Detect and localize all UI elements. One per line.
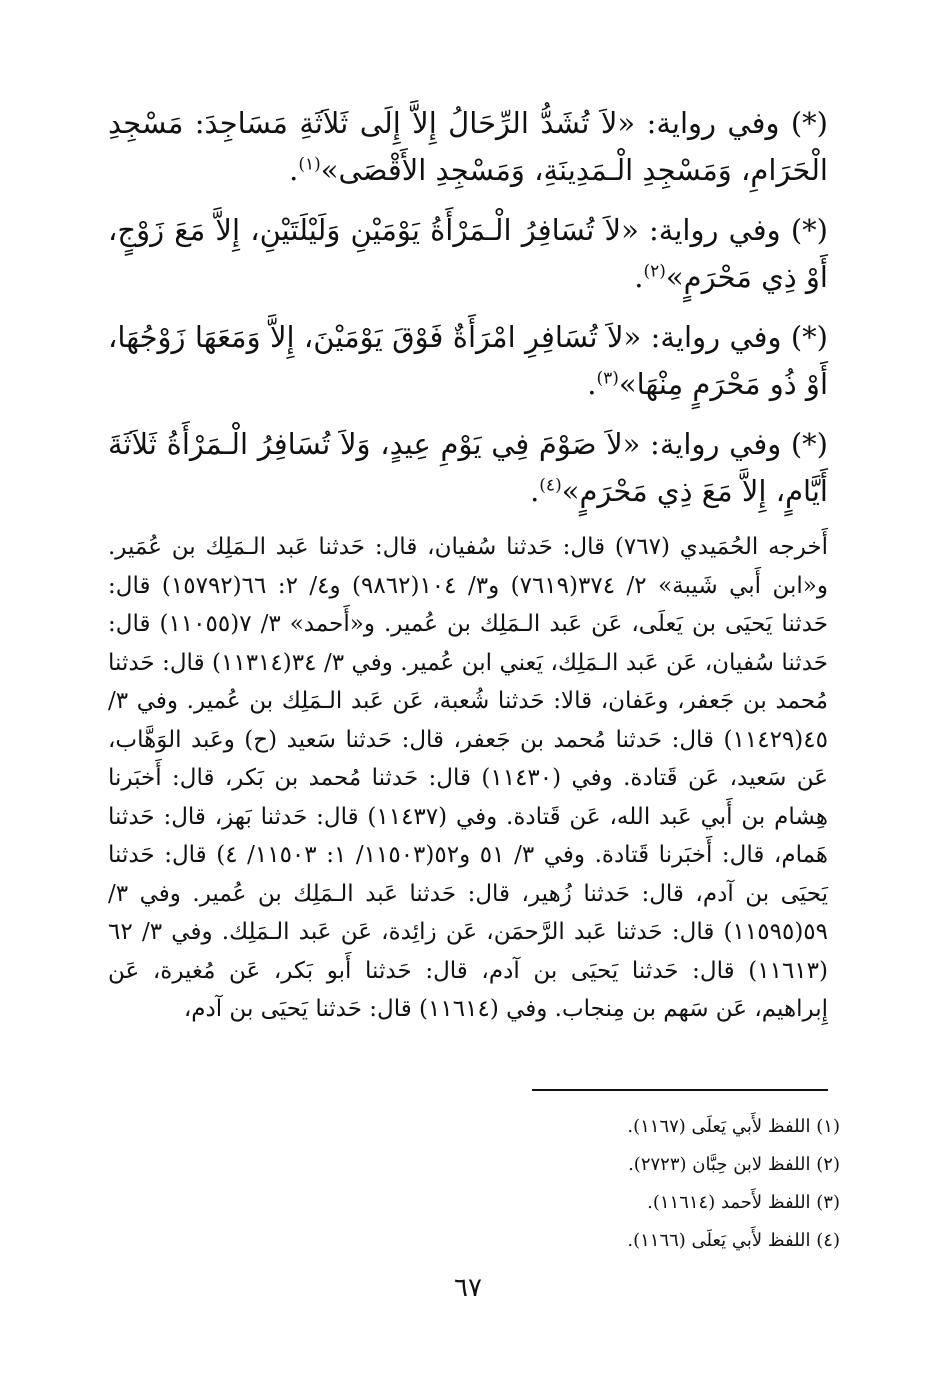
footnotes (400, 1108, 840, 1260)
hadith-text: (*) وفي رواية: «لاَ تُشَدُّ الرِّحَالُ إِلاَّ إِلَى ثَلاَثَةِ مَسَاجِدَ: مَسْجِدِ الْحَرَامِ، وَمَسْجِدِ الْـمَدِينَةِ، وَمَسْجِدِ الأَقْصَى» (108, 106, 828, 187)
hadith-end: . (587, 367, 597, 401)
hadith-end: . (530, 474, 540, 508)
hadith-narration (108, 207, 828, 301)
footnote-marker: (٣) (596, 368, 619, 389)
hadith-narration (108, 421, 828, 515)
footnote-item: (١) اللفظ لأَبي يَعلَى (١١٦٧). (627, 1116, 840, 1137)
footnote-marker: (٢) (643, 261, 666, 282)
hadith-text: (*) وفي رواية: «لاَ تُسَافِرِ امْرَأَةٌ فَوْقَ يَوْمَيْنَ، إِلاَّ وَمَعَهَا زَوْجُهَا، أَوْ ذُو مَحْرَمٍ مِنْهَا» (108, 320, 828, 401)
footnote-item: (٤) اللفظ لأَبي يَعلَى (١١٦٦). (627, 1230, 840, 1251)
takhrij-paragraph: أَخرجه الحُمَيدي (٧٦٧) قال: حَدثنا سُفيان، قال: حَدثنا عَبد الـمَلِك بن عُمَير. و«ابن أَبي شَيبة» ٢/ ٣٧٤(٧٦١٩) و٣/ ١٠٤(٩٨٦٢) و٤/ ٢: ٦٦(١٥٧٩٢) قال: حَدثنا يَحيَى بن يَعلَى، عَن عَبد الـمَلِك بن عُمير. و«أَحمد» ٣/ ٧(١١٠٥٥) قال: حَدثنا سُفيان، عَن عَبد الـمَلِك، يَعني ابن عُمير. وفي ٣/ ٣٤(١١٣١٤) قال: حَدثنا مُحمد بن جَعفر، وعَفان، قالا: حَدثنا شُعبة، عَن عَبد الـمَلِك بن عُمير. وفي ٣/ ٤٥(١١٤٢٩) قال: حَدثنا مُحمد بن جَعفر، قال: حَدثنا سَعيد (ح) وعَبد الوَهَّاب، عَن سَعيد، عَن قَتادة. وفي (١١٤٣٠) قال: حَدثنا مُحمد بن بَكر، قال: أَخبَرنا هِشام بن أَبي عَبد الله، عَن قَتادة. وفي (١١٤٣٧) قال: حَدثنا بَهز، قال: حَدثنا هَمام، قال: أَخبَرنا قَتادة. وفي ٣/ ٥١ و٥٢(١١٥٠٣/ ١: ١١٥٠٣/ ٤) قال: حَدثنا يَحيَى بن آدم، قال: حَدثنا زُهير، قال: حَدثنا عَبد الـمَلِك بن عُمير. وفي ٣/ ٥٩(١١٥٩٥) قال: حَدثنا عَبد الرَّحمَن، عَن زائِدة، عَن عَبد الـمَلِك. وفي ٣/ ٦٢ (١١٦١٣) قال: حَدثنا يَحيَى بن آدم، قال: حَدثنا أَبو بَكر، عَن مُغيرة، عَن إِبراهيم، عَن سَهم بن مِنجاب. وفي (١١٦١٤) قال: حَدثنا يَحيَى بن آدم، (108, 534, 829, 1022)
footnote-marker: (٤) (539, 475, 562, 496)
main-text (108, 100, 828, 1029)
hadith-text: (*) وفي رواية: «لاَ صَوْمَ فِي يَوْمِ عِيدٍ، وَلاَ تُسَافِرُ الْـمَرْأَةُ ثَلاَثَةَ أَيَّامٍ، إِلاَّ مَعَ ذِي مَحْرَمٍ» (108, 427, 828, 508)
hadith-narration (108, 100, 828, 194)
footnote-item: (٢) اللفظ لابن حِبَّان (٢٧٢٣). (628, 1154, 840, 1175)
footnote-divider (532, 1089, 828, 1091)
footnote-item: (٣) اللفظ لأَحمد (١١٦١٤). (647, 1192, 840, 1213)
hadith-end: . (634, 260, 644, 294)
hadith-text: (*) وفي رواية: «لاَ تُسَافِرُ الْـمَرْأَةُ يَوْمَيْنِ وَلَيْلَتَيْنِ، إِلاَّ مَعَ زَوْجٍ، أَوْ ذِي مَحْرَمٍ» (108, 213, 828, 294)
footnote-marker: (١) (298, 154, 321, 175)
hadith-end: . (289, 153, 299, 187)
page-number: ٦٧ (454, 1273, 482, 1303)
hadith-narration (108, 314, 828, 408)
